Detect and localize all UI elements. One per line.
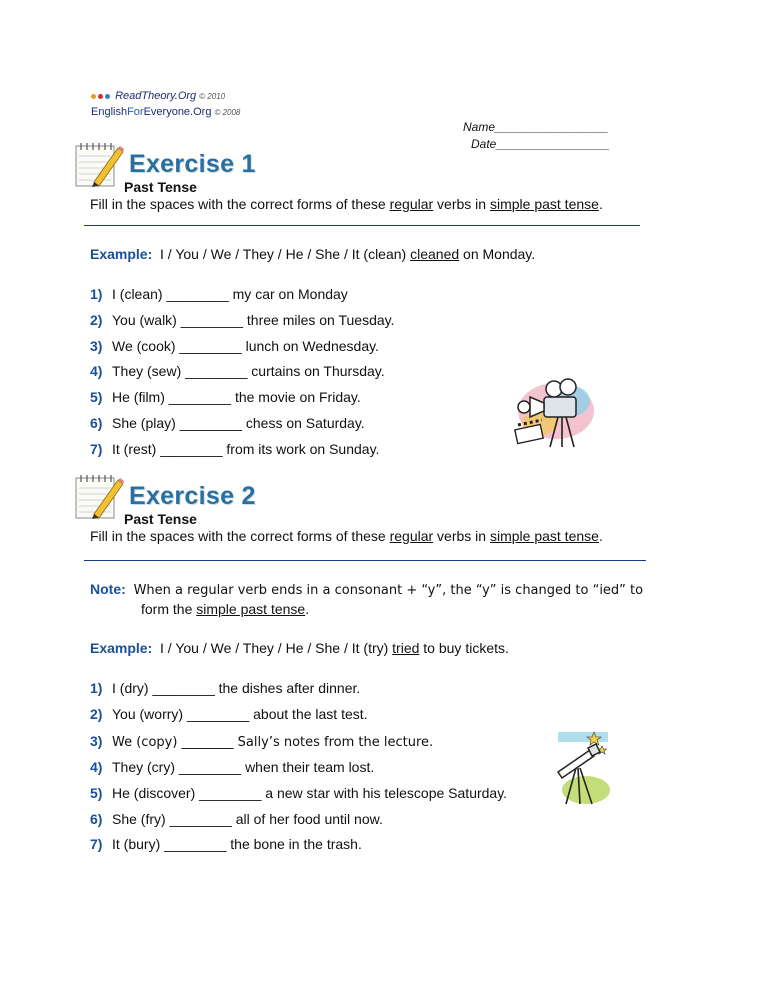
exercise1-instructions (90, 196, 603, 212)
item-number: 5) (90, 785, 103, 801)
exercise1-item[interactable] (90, 363, 385, 379)
exercise2-title: Exercise 2 (129, 482, 256, 510)
item-text: He (film) ________ the movie on Friday. (112, 389, 361, 405)
exercise1-title: Exercise 1 (129, 150, 256, 178)
logo2-prefix: English (91, 106, 128, 118)
exercise2-note (90, 581, 643, 598)
logo2-brand: For (127, 106, 144, 118)
exercise1-item[interactable] (90, 415, 365, 431)
exercise2-item[interactable] (90, 706, 368, 722)
item-text: I (clean) ________ my car on Monday (112, 286, 348, 302)
item-text: She (play) ________ chess on Saturday. (112, 415, 365, 431)
item-text: He (discover) ________ a new star with his telescope Saturday. (112, 785, 508, 801)
instr-simple-past: simple past tense (489, 196, 599, 212)
divider (84, 225, 640, 226)
logo2-copyright: © 2008 (214, 108, 241, 117)
exercise1-subtitle: Past Tense (124, 179, 197, 195)
exercise1-item[interactable] (90, 389, 361, 405)
item-number: 6) (90, 811, 103, 827)
example-answer: cleaned (410, 246, 460, 262)
date-field[interactable]: Date_________________ (471, 137, 610, 151)
example-answer: tried (392, 640, 420, 656)
item-text: I (dry) ________ the dishes after dinner. (112, 680, 361, 696)
note-text: form the (141, 601, 197, 617)
example-label: Example: (90, 640, 153, 656)
exercise2-instructions (90, 528, 603, 544)
item-number: 3) (90, 338, 103, 354)
item-number: 2) (90, 706, 103, 722)
exercise2-example (90, 640, 509, 656)
logo-dot-icon (91, 94, 96, 99)
item-text: You (worry) ________ about the last test. (112, 706, 368, 722)
note-label: Note: (90, 581, 126, 597)
example-text: to buy tickets. (419, 640, 509, 656)
instr-text: verbs in (433, 196, 490, 212)
example-text: I / You / We / They / He / She / It (clean) (160, 246, 411, 262)
englishforeveryone-logo (91, 106, 240, 118)
note-simple-past: simple past tense (196, 601, 306, 617)
exercise2-item[interactable] (90, 680, 360, 696)
example-text: on Monday. (459, 246, 536, 262)
exercise2-item[interactable] (90, 836, 362, 852)
item-text: They (sew) ________ curtains on Thursday. (112, 363, 385, 379)
item-number: 5) (90, 389, 103, 405)
item-text: She (fry) ________ all of her food until now. (112, 811, 383, 827)
item-number: 7) (90, 836, 103, 852)
exercise1-item[interactable] (90, 338, 379, 354)
item-number: 1) (90, 286, 103, 302)
item-number: 1) (90, 680, 103, 696)
item-text: It (rest) ________ from its work on Sunday. (112, 441, 380, 457)
item-number: 2) (90, 312, 103, 328)
exercise2-item[interactable] (90, 759, 374, 775)
logo-dot-icon (105, 94, 110, 99)
exercise2-item[interactable] (90, 733, 433, 750)
exercise2-item[interactable] (90, 811, 383, 827)
instr-text: Fill in the spaces with the correct forms of these (90, 528, 390, 544)
item-number: 4) (90, 363, 103, 379)
exercise2-item[interactable] (90, 785, 507, 801)
instr-text: verbs in (433, 528, 490, 544)
item-number: 4) (90, 759, 103, 775)
movie-camera-icon (510, 375, 600, 450)
instr-text: . (598, 196, 603, 212)
note-text: When a regular verb ends in a consonant + “y”, the “y” is changed to “ied” to (133, 583, 644, 598)
exercise1-item[interactable] (90, 441, 379, 457)
notepad-pencil-icon (74, 472, 124, 520)
item-text: It (bury) ________ the bone in the trash. (112, 836, 362, 852)
note-text: . (305, 601, 310, 617)
item-text: We (copy) ________ Sally’s notes from the lecture. (112, 735, 434, 750)
item-number: 6) (90, 415, 103, 431)
logo2-suffix: Everyone.Org (143, 106, 212, 118)
example-text: I / You / We / They / He / She / It (try) (160, 640, 393, 656)
exercise1-example (90, 246, 535, 262)
logo1-name: ReadTheory.Org (115, 90, 197, 102)
item-text: You (walk) ________ three miles on Tuesday. (112, 312, 395, 328)
telescope-icon (550, 728, 612, 808)
instr-text: Fill in the spaces with the correct forms of these (90, 196, 390, 212)
item-number: 7) (90, 441, 103, 457)
logo-dot-icon (98, 94, 103, 99)
item-number: 3) (90, 733, 103, 749)
example-label: Example: (90, 246, 153, 262)
readtheory-logo (91, 90, 225, 102)
name-field[interactable]: Name_________________ (463, 120, 609, 134)
divider (84, 560, 646, 561)
logo1-copyright: © 2010 (199, 92, 226, 101)
exercise1-item[interactable] (90, 312, 395, 328)
item-text: We (cook) ________ lunch on Wednesday. (112, 338, 379, 354)
instr-text: . (598, 528, 603, 544)
notepad-pencil-icon (74, 140, 124, 188)
exercise1-item[interactable] (90, 286, 348, 302)
instr-regular: regular (389, 528, 434, 544)
instr-simple-past: simple past tense (489, 528, 599, 544)
exercise2-note-line2 (141, 601, 309, 617)
exercise2-subtitle: Past Tense (124, 511, 197, 527)
item-text: They (cry) ________ when their team lost. (112, 759, 375, 775)
instr-regular: regular (389, 196, 434, 212)
